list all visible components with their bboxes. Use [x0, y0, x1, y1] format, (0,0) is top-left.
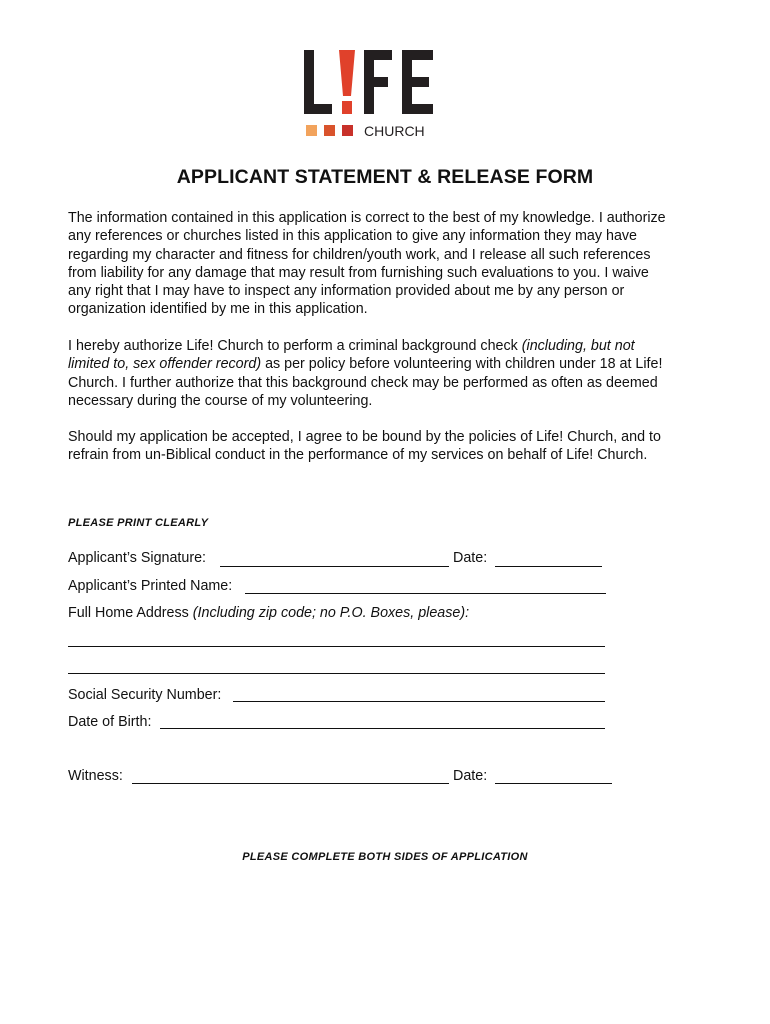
- witness-date-field[interactable]: [495, 783, 612, 784]
- address-line-1[interactable]: [68, 646, 605, 647]
- signature-field[interactable]: [220, 566, 449, 567]
- signature-date-field[interactable]: [495, 566, 602, 567]
- printed-name-field[interactable]: [245, 593, 606, 594]
- paragraph-accuracy-statement: The information contained in this application is correct to the best of my knowledge. I authorize any references or churches listed in this application to give any information they may have regarding my character and fitness for children/youth work, and I release all such references from liability for any damage that may result from furnishing such evaluations to you. I waive any right that I may have to inspect any information provided about me by any person or organization identified by me in this application.: [68, 210, 666, 318]
- address-label-row: [68, 604, 469, 622]
- address-label: Full Home Address: [68, 605, 189, 621]
- svg-text:CHURCH: CHURCH: [364, 123, 425, 139]
- witness-date-label: Date:: [453, 768, 488, 784]
- dob-field[interactable]: [160, 728, 605, 729]
- address-line-2[interactable]: [68, 673, 605, 674]
- print-clearly-note: PLEASE PRINT CLEARLY: [68, 517, 209, 529]
- address-note: (Including zip code; no P.O. Boxes, please):: [192, 605, 470, 621]
- signature-date-label: Date:: [453, 550, 488, 566]
- witness-label: Witness:: [68, 768, 123, 784]
- ssn-field[interactable]: [233, 701, 605, 702]
- witness-field[interactable]: [132, 783, 449, 784]
- paragraph-background-check: I hereby authorize Life! Church to perform a criminal background check (including, but not limited to, sex offender record) as per policy before volunteering with children under 18 at Life! Church. I further authorize that this background check may be performed as often as deemed necessary during the course of my volunteering.: [68, 338, 663, 409]
- printed-name-label: Applicant’s Printed Name:: [68, 578, 233, 594]
- footer-instruction: PLEASE COMPLETE BOTH SIDES OF APPLICATION: [242, 851, 528, 863]
- signature-label: Applicant’s Signature:: [68, 550, 207, 566]
- life-church-logo: [304, 50, 439, 140]
- ssn-label: Social Security Number:: [68, 687, 222, 703]
- page-title: APPLICANT STATEMENT & RELEASE FORM: [176, 166, 594, 188]
- paragraph-policy-agreement: Should my application be accepted, I agree to be bound by the policies of Life! Church, and to refrain from un-Biblical conduct in the performance of my services on behalf of Life! Church.: [68, 429, 661, 464]
- dob-label: Date of Birth:: [68, 714, 152, 730]
